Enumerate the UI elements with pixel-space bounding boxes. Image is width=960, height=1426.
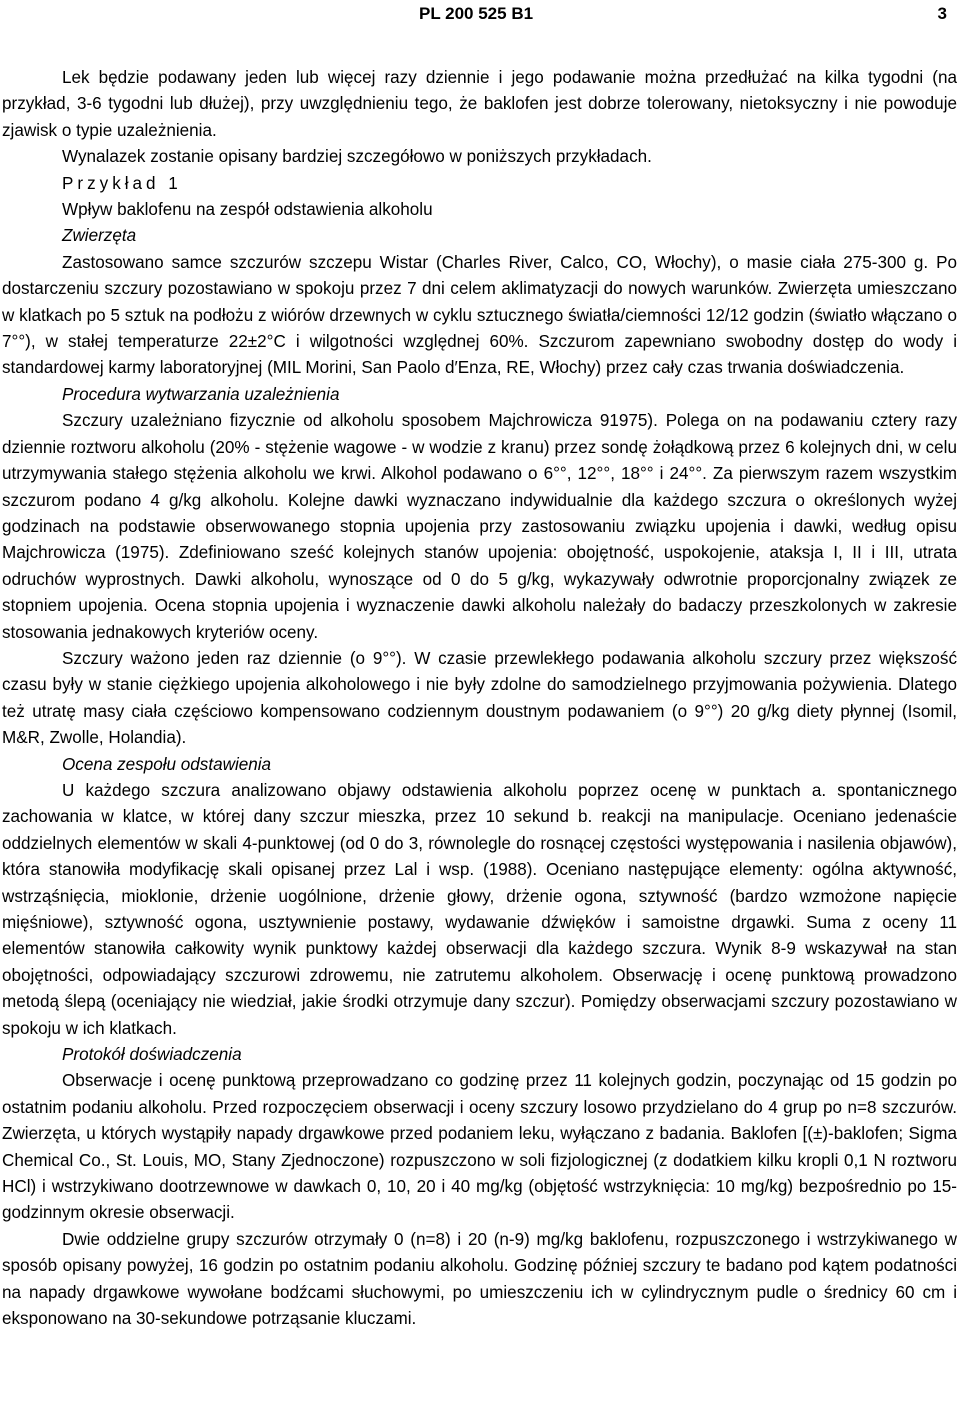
document-body: [2, 65, 957, 1333]
page-number: 3: [937, 4, 947, 23]
page-header: [0, 0, 960, 30]
paragraph: Szczury uzależniano fizycznie od alkoholu sposobem Majchrowicza 91975). Polega on na podawaniu cztery razy dziennie roztworu alkoholu (20% - stężenie wagowe - w wodzie z kranu) przez sondę żołądkową przez 6 kolejnych dni, w celu utrzymywania stałego stężenia alkoholu we krwi. Alkohol podawano o 6°°, 12°°, 18°° i 24°°. Za pierwszym razem wszystkim szczurom podano 4 g/kg alkoholu. Kolejne dawki wyznaczano indywidualnie dla każdego szczura o określonych wyżej godzinach na podstawie obserwowanego stopnia upojenia przy zastosowaniu związku upojenia i dawki, według opisu Majchrowicza (1975). Zdefiniowano sześć kolejnych stanów upojenia: obojętność, uspokojenie, ataksja I, II i III, utrata odruchów wyprostnych. Dawki alkoholu, wynoszące od 0 do 5 g/kg, wykazywały odwrotnie proporcjonalny związek ze stopniem upojenia. Ocena stopnia upojenia i wyznaczenie dawki alkoholu należały do badaczy przeszkolonych w zakresie stosowania jednakowych kryteriów oceny.: [2, 411, 957, 642]
example-title: Wpływ baklofenu na zespół odstawienia alkoholu: [62, 200, 433, 220]
section-heading: Zwierzęta: [62, 226, 137, 246]
section-heading: Protokół doświadczenia: [62, 1045, 242, 1065]
paragraph: Lek będzie podawany jeden lub więcej razy dziennie i jego podawanie można przedłużać na kilka tygodni (na przykład, 3-6 tygodni lub dłużej), przy uwzględnieniu tego, że baklofen jest dobrze tolerowany, nietoksyczny i nie powoduje zjawisk o typie uzależnienia.: [2, 68, 957, 140]
paragraph: Zastosowano samce szczurów szczepu Wistar (Charles River, Calco, CO, Włochy), o masie ciała 275-300 g. Po dostarczeniu szczury pozostawiano w spokoju przez 7 dni celem aklimatyzacji do nowych warunków. Zwierzęta umieszczano w klatkach po 5 sztuk na podłożu z wiórów drzewnych w cyklu sztucznego światła/ciemności 12/12 godzin (światło włączano o 7°°), w stałej temperaturze 22±2°C i wilgotności względnej 60%. Szczurom zapewniano swobodny dostęp do wody i standardowej karmy laboratoryjnej (MIL Morini, San Paolo d′Enza, RE, Włochy) przez cały czas trwania doświadczenia.: [2, 252, 957, 378]
paragraph: Obserwacje i ocenę punktową przeprowadzano co godzinę przez 11 kolejnych godzin, poczynając od 15 godzin po ostatnim podaniu alkoholu. Przed rozpoczęciem obserwacji i oceny szczury losowo przydzielano do 4 grup po n=8 szczurów. Zwierzęta, u których wystąpiły napady drgawkowe przed podaniem leku, wyłączano z badania. Baklofen [(±)-baklofen; Sigma Chemical Co., St. Louis, MO, Stany Zjednoczone) rozpuszczono w soli fizjologicznej (z dodatkiem kilku kropli 0,1 N roztworu HCl) i wstrzykiwano dootrzewnowe w dawkach 0, 10, 20 i 40 mg/kg (objętość wstrzyknięcia: 10 mg/kg) bezpośrednio po 15-godzinnym okresie obserwacji.: [2, 1071, 957, 1223]
paragraph: Szczury ważono jeden raz dziennie (o 9°°). W czasie przewlekłego podawania alkoholu szczury przez większość czasu były w stanie ciężkiego upojenia alkoholowego i nie były zdolne do samodzielnego przyjmowania pożywienia. Dlatego też utratę masy ciała częściowo kompensowano codziennym doustnym podawaniem (o 9°°) 20 g/kg diety płynnej (Isomil, M&R, Zwolle, Holandia).: [2, 648, 957, 748]
paragraph: Wynalazek zostanie opisany bardziej szczegółowo w poniższych przykładach.: [62, 147, 652, 167]
section-heading: Procedura wytwarzania uzależnienia: [62, 384, 340, 404]
paragraph: Dwie oddzielne grupy szczurów otrzymały 0 (n=8) i 20 (n-9) mg/kg baklofenu, rozpuszczonego i wstrzykiwanego w sposób opisany powyżej, 16 godzin po ostatnim podaniu alkoholu. Godzinę później szczury te badano pod kątem podatności na napady drgawkowe wywołane bodźcami słuchowymi, po umieszczeniu ich w cylindrycznym pudle o średnicy 60 cm i eksponowano na 30-sekundowe potrząsanie kluczami.: [2, 1229, 957, 1329]
paragraph: U każdego szczura analizowano objawy odstawienia alkoholu poprzez ocenę w punktach a. spontanicznego zachowania w klatce, w której dany szczur mieszka, przez 10 sekund b. reakcji na manipulacje. Oceniano jedenaście oddzielnych elementów w skali 4-punktowej (od 0 do 3, równolegle do rosnącej częstości występowania i nasilenia objawów), która stanowiła modyfikację skali opisanej przez Lal i wsp. (1988). Oceniano następujące elementy: ogólna aktywność, wstrząśnięcia, mioklonie, drżenie uogólnione, drżenie głowy, drżenie ogona, sztywność (bardzo wzmożone napięcie mięśniowe), sztywność ogona, usztywnienie postawy, wydawanie dźwięków i samoistne drgawki. Suma z oceny 11 elementów stanowiła całkowity wynik punktowy każdej obserwacji dla każdego szczura. Wynik 8-9 wskazywał na stan obojętności, odpowiadający szczurowi zdrowemu, nie zatrutemu alkoholem. Obserwację i ocenę punktową prowadzono metodą ślepą (oceniający nie wiedział, jakie środki otrzymuje dany szczur). Pomiędzy obserwacjami szczury pozostawiano w spokoju w ich klatkach.: [2, 780, 957, 1038]
example-heading: Przykład 1: [62, 173, 182, 193]
patent-number: PL 200 525 B1: [419, 4, 534, 23]
section-heading: Ocena zespołu odstawienia: [62, 754, 272, 774]
